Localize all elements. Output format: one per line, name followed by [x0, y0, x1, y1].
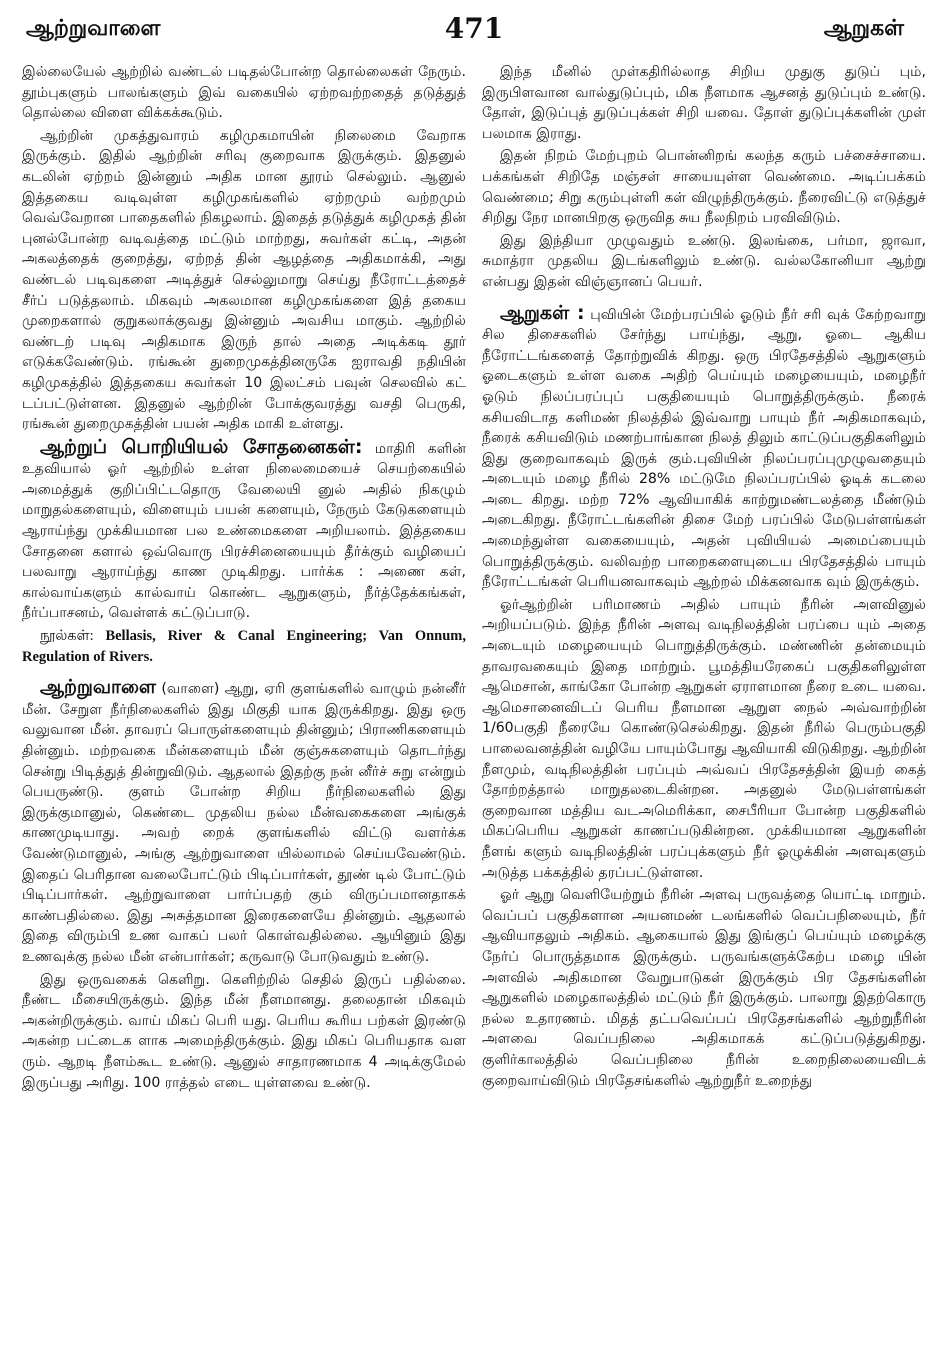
- paragraph: இது ஒருவகைக் கெளிறு. கெளிற்றில் செதில் இருப் பதில்லை. நீண்ட மீசையிருக்கும். இந்த மீன் நீளமானது. தலைதான் மிகவும் அகன்றிருக்கும். வாய் மிகப் பெரி யது. பெரிய கூரிய பற்கள் இரண்டு அகன்ற பட்டைக ளாக அமைந்திருக்கும். இது மிகப் பெரியதாக வள ரும். ஆறடி நீளம்கூட உண்டு. ஆனுல் சாதாரணமாக 4 அடிக்குமேல் இருப்பது அரிது. 100 ராத்தல் எடை யுள்ளவை உண்டு.: [22, 971, 466, 1091]
- header-left-title: ஆற்றுவாளை: [26, 16, 161, 41]
- entry-text: (வாளை) ஆறு, ஏரி குளங்களில் வாழும் நன்னீர் மீன். சேறுள நீர்நிலைகளில் இது மிகுதி யாக இருக்கிறது. இது ஒரு வலுவான மீன். தாவரப் பொருள்களையும் தின்னும்; பிராணிகளையும் தின்னும். மற்றவகை மீன்களையும் மீன் குஞ்சுகளையும் தொடர்ந்து சென்று பிடித்துத் தின்றுவிடும். ஆதலால் இதற்கு நன் னீர்ச் சுறு என்றும் பெயருண்டு. குளம் போன்ற சிறிய நீர்நிலைகளில் இது இருக்குமானுல், கெண்டை முதலிய நல்ல மீன்வகைகளை அங்குக் காணமுடியாது. அவற் றைக் குளங்களில் விட்டு வளர்க்க வேண்டுமானுல், அங்கு ஆற்றுவாளை யில்லாமல் செய்யவேண்டும். இதைப் பெரிதான வலைபோட்டும் பிடிப்பார்கள், தூண் டில் போட்டும் பிடிப்பார்கள். ஆற்றுவாளை பார்ப்பதற் கும் விருப்பமானதாகக் காண்பதில்லை. இது அசுத்தமான இரைகளையே தின்னும். ஆதலால் இதை விரும்பி உண வாகப் பலர் கொள்வதில்லை. ஆயினும் இது உணவுக்கு நல்ல மீன் என்பார்கள்; கருவாடு போடுவதும் உண்டு.: [22, 681, 466, 965]
- paragraph: [22, 437, 466, 624]
- two-column-body: [22, 62, 926, 1352]
- entry-text: புவியின் மேற்பரப்பில் ஓடும் நீர் சரி வுக் கேற்றவாறு சில திசைகளில் சேர்ந்து பாய்ந்து, ஆறு, ஓடை ஆகிய நீரோட்டங்களைத் தோற்றுவிக் கிறது. ஒரு பிரதேசத்தில் ஆறுகளும் ஓடைகளும் உள்ள வகை அதிற் பெய்யும் மழையையும், மழைநீர் ஓடும் நிலப்பரப்புப் பகுதியையும் பொறுத்திருக்கும். நீரைக் கசியவிடாத களிமண் நிலத்தில் இவ்வாறு பாயும் நீர் அதிகமாகவும், நீரைக் கசியவிடும் மணற்பாங்கான நிலத் திலும் காட்டுப்பகுதிகளிலும் இது குறைவாகவும் இருக் கும்.புவியின் நிலப்பரப்புமுழுவதையும் அடையும் மழை நீரில் 28% மட்டுமே நிலப்பரப்பில் ஓடிக் கடலை அடை கிறது. மற்ற 72% ஆவியாகிக் காற்றுமண்டலத்தை மீண்டும் அடைகிறது. நீரோட்டங்களின் திசை மேற் பரப்பில் மேடுபள்ளங்கள் அமைந்துள்ள வகையையும், அதன் புவியியல் அமைப்பையும் பொறுத்திருக்கும். வலிவற்ற பாறைகளையுடைய பிரதேசத்தில் பாயும் நீரோட்டங்கள் பெரியனவாகவும் ஆற்றல் மிக்கனவாக வும் இருக்கும்.: [482, 306, 926, 591]
- paragraph: இது இந்தியா முழுவதும் உண்டு. இலங்கை, பர்மா, ஜாவா, சுமாத்ரா முதலிய இடங்களிலும் உண்டு. வல்லகோனியா ஆற்று என்பது இதன் விஞ்ஞானப் பெயர்.: [482, 232, 926, 290]
- references-text: Bellasis, River & Canal Engineering; Van Onnum, Regulation of Rivers.: [22, 628, 466, 665]
- paragraph: ஓர் ஆறு வெளியேற்றும் நீரின் அளவு பருவத்தை யொட்டி மாறும். வெப்பப் பகுதிகளான அயனமண் டலங்களில் வெப்பநிலையும், நீர் ஆவியாதலும் அதிகம். ஆகையால் இது இங்குப் பெய்யும் மழைக்கு நேர்ப் பொருத்தமாக இருக்கும். பருவங்களுக்கேற்ப மழை யின் அளவில் அதிகமான வேறுபாடுகள் இருக்கும் பிர தேசங்களின் ஆறுகளில் மழைகாலத்தில் மட்டும் நீர் இருக்கும். பாலாறு இதற்கொரு நல்ல உதாரணம். மிதத் தட்பவெப்பப் பிரதேசங்களில் ஆற்றுநீரின் அளவை வெப்பநிலை அதிகமாகக் கட்டுப்படுத்துகிறது. குளிர்காலத்தில் வெப்பநிலை நீரின் உறைநிலையைவிடக் குறைவாய்விடும் பிரதேசங்களில் ஆற்றுநீர் உறைந்து: [482, 887, 926, 1089]
- header-right-title: ஆறுகள்: [823, 16, 904, 41]
- paragraph: ஓர்ஆற்றின் பரிமாணம் அதில் பாயும் நீரின் அளவினுல் அறியப்படும். இந்த நீரின் அளவு வடிநிலத்தின் பரப்பை யும் அதை அடையும் மழையையும் பொறுத்திருக்கும். மண்ணின் தன்மையும் தாவரவகையும் இதை மாற்றும். பூமத்தியரேகைப் பகுதிகளிலுள்ள ஆமெசான், காங்கோ போன்ற ஆறுகள் ஏராளமான நீரை உடை யவை. ஆமெசானைவிடப் பெரிய நீளமான ஆறுள நைல் அவ்வாற்றின் 1/60பகுதி நீரையே கொண்டுசெல்கிறது. இதன் நீரில் பெரும்பகுதி பாலைவனத்தின் வழியே பாயும்போது ஆவியாகி விடுகிறது. ஆற்றின் நீளமும், வடிநிலத்தின் பரப்பும் அவ்வப் பிரதேசத்தின் இயற் கைத் தோற்றத்தால் மாறுதலடைகின்றன. அதனுல் மேடுபள்ளங்கள் குறைவான மத்திய வடஅமெரிக்கா, சைபீரியா போன்ற பகுதிகளில் மிகப்பெரிய ஆறுகள் காணப்படுகின்றன. முக்கியமான ஆறுகளின் நீளங் களும் வடிநிலத்தின் பரப்புக்களும் நீர் ஓழுக்கின் அளவுகளும் அடுத்த பக்கத்தில் தரப்பட்டுள்ளன.: [482, 596, 926, 881]
- paragraph: ஆற்றின் முகத்துவாரம் கழிமுகமாயின் நிலைமை வேறாக இருக்கும். இதில் ஆற்றின் சரிவு குறைவாக இருக்கும். இதனுல் கடலின் ஏற்றம் இன்னும் அதிக மான தூரம் செல்லும். ஆனுல் இத்தகைய வடிவுள்ள கழிமுகங்களில் ஏற்றமும் வற்றமும் வெவ்வேறான பாதைகளில் நிகழலாம். இதைத் தடுத்துக் கழிமுகத் தின் புனல்போன்ற வடிவத்தை மட்டும் மாற்றது, சுவர்கள் கட்டி, அதன் அகலத்தைக் குறைத்து, ஏற்றத் தின் ஆழத்தை அதிகமாக்கி, அது வண்டல் படிவுகளை அடித்துச் செல்லுமாறு செய்து நீரோட்டத்தைச் சீர்ப் படுத்தலாம். மிகவும் அகலமான கழிமுகங்களை இத் தகைய முறைகளால் குறுகலாக்குவது இன்னும் அவசிய மாகும். ஆற்றில் வண்டற் படிவு அதிகமாக இருந் தால் அதை அடிக்கடி தூர் எடுக்கவேண்டும். ரங்கூன் துறைமுகத்தினருகே ஐராவதி நதியின் கழிமுகத்தில் இத்தகைய சுவர்கள் 10 இலட்சம் பவுன் செலவில் கட் டப்பட்டுள்ளன. இதனுல் ஆற்றின் போக்குவரத்து வசதி பெருகி, ரங்கூன் துறைமுகத்தின் பயன் அதிக மாகி உள்ளது.: [22, 127, 466, 433]
- paragraph: இல்லையேல் ஆற்றில் வண்டல் படிதல்போன்ற தொல்லைகள் நேரும். தூம்புகளும் பாலங்களும் இவ் வகையில் ஏற்றவற்றதைத் தடுத்துத் தொல்லை விளை விக்கக்கூடும்.: [22, 64, 466, 122]
- entry-heading: ஆற்றுவாளை: [40, 676, 157, 699]
- paragraph: இந்த மீனில் முள்கதிரில்லாத சிறிய முதுகு துடுப் பும், இருபிளவான வால்துடுப்பும், மிக நீளமாக ஆசனத் துடுப்பும் உண்டு. தோள், இடுப்புத் துடுப்புக்கள் சிறி யவை. தோள் துடுப்புக்களின் முள் பலமாக இராது.: [482, 64, 926, 142]
- running-header: [22, 10, 926, 52]
- entry-text: மாதிரி களின் உதவியால் ஓர் ஆற்றில் உள்ள நிலைமையைச் செயற்கையில் அமைத்துக் குறிப்பிட்டதொரு வேலையி னுல் அதில் நிகழும் மாறுதல்களையும், விளையும் பயன் களையும், நேரும் கேடுகளையும் ஆராய்ந்து முக்கியமான பல உண்மைகளை அறியலாம். இத்தகைய சோதனை களால் ஒவ்வொரு பிரச்சினையையும் தீர்க்கும் வழியைப் பலவாறு ஆராய்ந்து காண முடிகிறது. பார்க்க : அணை கள், கால்வாய்களும் கால்வாய் கொண்ட ஆறுகளும், நீர்த்தேக்கங்கள், நீர்ப்பாசனம், வெள்ளக் கட்டுப்பாடு.: [22, 440, 466, 622]
- paragraph: [482, 303, 926, 593]
- right-column: [482, 62, 926, 1352]
- page-number: 471: [444, 12, 504, 45]
- entry-heading: ஆறுகள் :: [500, 301, 585, 324]
- paragraph: இதன் நிறம் மேற்புறம் பொன்னிறங் கலந்த கரும் பச்சைச்சாயை. பக்கங்கள் சிறிதே மஞ்சள் சாயையுள்ள வெண்மை. அடிப்பக்கம் வெண்மை; சிறு கரும்புள்ளி கள் விழுந்திருக்கும். நீரைவிட்டு எடுத்துச் சிறிது நேர மானபிறகு ஒருவித சுய நீலநிறம் பரவிவிடும்.: [482, 148, 926, 227]
- references-label: நூல்கள்:: [40, 628, 106, 645]
- references: [22, 626, 466, 667]
- entry-heading: ஆற்றுப் பொறியியல் சோதனைகள்:: [40, 435, 363, 458]
- paragraph: [22, 677, 466, 967]
- left-column: [22, 62, 466, 1352]
